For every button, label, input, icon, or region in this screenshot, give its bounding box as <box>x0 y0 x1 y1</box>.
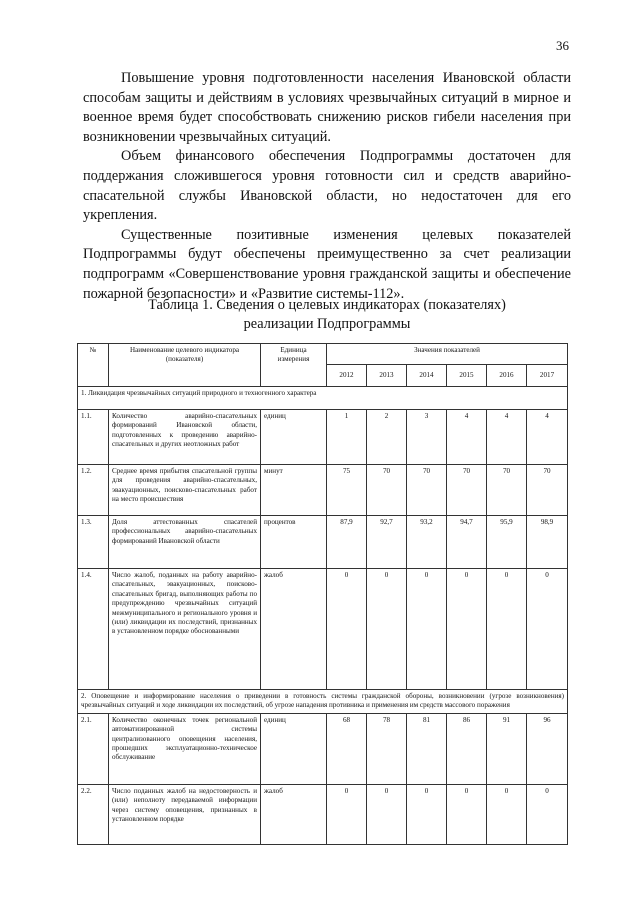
paragraph-2: Объем финансового обеспечения Подпрограммы достаточен для поддержания сложившегося уровня готовности сил и средств аварийно-спасательной службы Ивановской области, но недостаточен для его укрепления. <box>83 148 571 224</box>
row-value: 81 <box>407 713 447 784</box>
header-year: 2015 <box>447 365 487 387</box>
row-value: 94,7 <box>447 516 487 569</box>
header-year: 2013 <box>367 365 407 387</box>
row-value: 4 <box>487 410 527 465</box>
table-caption <box>83 296 571 334</box>
row-unit: минут <box>261 465 327 516</box>
row-value: 0 <box>367 784 407 844</box>
row-num: 2.2. <box>78 784 109 844</box>
indicators-table <box>77 343 568 845</box>
row-value: 70 <box>527 465 568 516</box>
row-value: 92,7 <box>367 516 407 569</box>
row-value: 1 <box>327 410 367 465</box>
row-unit: единиц <box>261 410 327 465</box>
row-value: 0 <box>407 569 447 690</box>
table-row <box>78 784 568 844</box>
row-num: 1.2. <box>78 465 109 516</box>
header-year: 2014 <box>407 365 447 387</box>
row-name: Среднее время прибытия спасательной группы для проведения аварийно-спасательных, эвакуационных, поисково-спасательных работ на место происшествия <box>109 465 261 516</box>
caption-line-1: Таблица 1. Сведения о целевых индикаторах (показателях) <box>148 297 506 313</box>
row-unit: процентов <box>261 516 327 569</box>
row-value: 0 <box>327 784 367 844</box>
section-row <box>78 690 568 714</box>
header-year: 2016 <box>487 365 527 387</box>
paragraph-1: Повышение уровня подготовленности населения Ивановской области способам защиты и действиям в условиях чрезвычайных ситуаций в мирное и военное время будет способствовать снижению рисков гибели населения при возникновении чрезвычайных ситуаций. <box>83 70 571 145</box>
row-value: 95,9 <box>487 516 527 569</box>
row-value: 0 <box>527 569 568 690</box>
row-value: 91 <box>487 713 527 784</box>
row-value: 70 <box>407 465 447 516</box>
row-name: Доля аттестованных спасателей профессиональных аварийно-спасательных формирований Ивановской области <box>109 516 261 569</box>
section-row <box>78 387 568 410</box>
row-value: 0 <box>327 569 367 690</box>
section-title: 2. Оповещение и информирование населения о приведении в готовность системы гражданской обороны, возникновении (угрозе возникновения) чрезвычайных ситуаций и ходе ликвидации их последствий, об угрозе нападения противника и применения им средств массового поражения <box>78 690 568 714</box>
row-unit: жалоб <box>261 569 327 690</box>
table-row <box>78 569 568 690</box>
row-name: Число поданных жалоб на недостоверность и (или) неполноту передаваемой информации через систему оповещения, признанных в установленном порядке <box>109 784 261 844</box>
row-name: Число жалоб, поданных на работу аварийно-спасательных, эвакуационных, поисково-спасательных бригад, выполняющих работы по предупреждению чрезвычайных ситуаций межмуниципального и регионального уровня и (или) ликвидации их последствий, признанных в установленном порядке обоснованными <box>109 569 261 690</box>
row-value: 0 <box>367 569 407 690</box>
row-num: 1.3. <box>78 516 109 569</box>
row-value: 70 <box>487 465 527 516</box>
paragraph-3: Существенные позитивные изменения целевых показателей Подпрограммы будут обеспечены преимущественно за счет реализации подпрограмм «Совершенствование уровня гражданской защиты и обеспечение пожарной безопасности» и «Развитие системы-112». <box>83 226 571 302</box>
row-value: 0 <box>527 784 568 844</box>
row-value: 93,2 <box>407 516 447 569</box>
row-num: 1.1. <box>78 410 109 465</box>
row-value: 0 <box>487 784 527 844</box>
row-num: 2.1. <box>78 713 109 784</box>
caption-line-2: реализации Подпрограммы <box>243 316 411 332</box>
row-value: 4 <box>447 410 487 465</box>
section-title: 1. Ликвидация чрезвычайных ситуаций природного и техногенного характера <box>78 387 568 410</box>
row-value: 0 <box>447 784 487 844</box>
row-value: 0 <box>407 784 447 844</box>
row-value: 86 <box>447 713 487 784</box>
table-row <box>78 410 568 465</box>
row-value: 3 <box>407 410 447 465</box>
header-year: 2012 <box>327 365 367 387</box>
header-name: Наименование целевого индикатора (показателя) <box>109 344 261 387</box>
row-value: 0 <box>447 569 487 690</box>
row-value: 87,9 <box>327 516 367 569</box>
row-value: 4 <box>527 410 568 465</box>
row-value: 2 <box>367 410 407 465</box>
body-text <box>83 69 571 304</box>
row-value: 70 <box>367 465 407 516</box>
row-num: 1.4. <box>78 569 109 690</box>
row-value: 70 <box>447 465 487 516</box>
row-unit: жалоб <box>261 784 327 844</box>
row-value: 0 <box>487 569 527 690</box>
header-num: № <box>78 344 109 387</box>
header-unit: Единица измерения <box>261 344 327 387</box>
row-value: 75 <box>327 465 367 516</box>
header-values: Значения показателей <box>327 344 568 365</box>
table-row <box>78 516 568 569</box>
table-row <box>78 713 568 784</box>
row-value: 68 <box>327 713 367 784</box>
row-unit: единиц <box>261 713 327 784</box>
header-year: 2017 <box>527 365 568 387</box>
row-value: 96 <box>527 713 568 784</box>
row-name: Количество аварийно-спасательных формирований Ивановской области, подготовленных к проведению аварийно-спасательных и других неотложных работ <box>109 410 261 465</box>
page-number: 36 <box>556 38 569 53</box>
row-name: Количество оконечных точек региональной автоматизированной системы централизованного оповещения населения, прошедших эксплуатационно-техническое обслуживание <box>109 713 261 784</box>
table-row <box>78 465 568 516</box>
row-value: 78 <box>367 713 407 784</box>
header-row <box>78 344 568 365</box>
row-value: 98,9 <box>527 516 568 569</box>
